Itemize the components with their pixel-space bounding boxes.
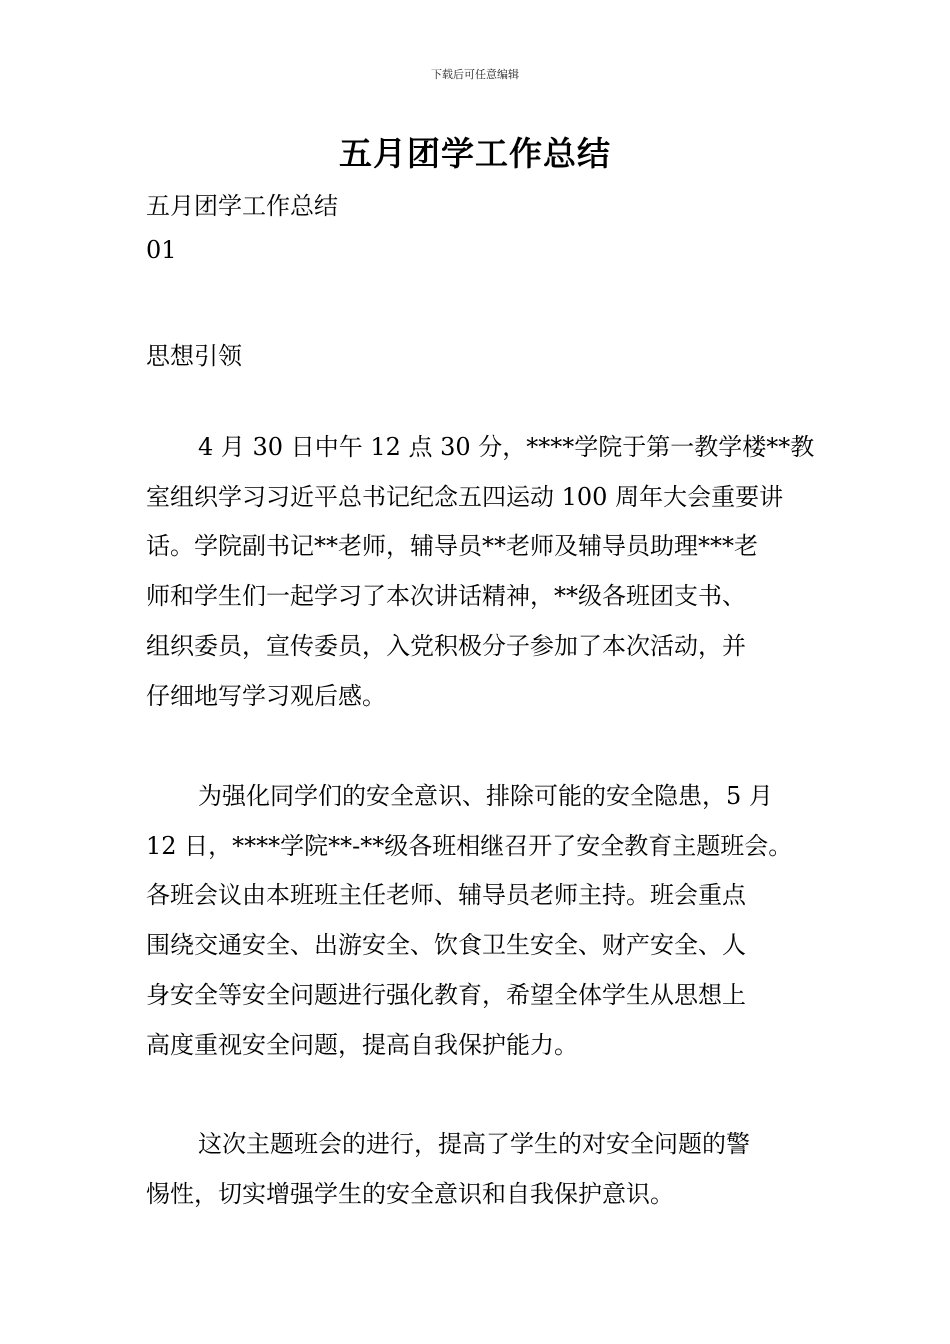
paragraph-line: 高度重视安全问题，提高自我保护能力。 [146, 1030, 578, 1059]
document-subtitle: 五月团学工作总结 [146, 192, 338, 220]
paragraph-line: 各班会议由本班班主任老师、辅导员老师主持。班会重点 [146, 881, 746, 910]
document-title: 五月团学工作总结 [339, 134, 611, 173]
paragraph-line: 身安全等安全问题进行强化教育，希望全体学生从思想上 [146, 980, 746, 1009]
paragraph-1 [146, 423, 816, 721]
section-title: 思想引领 [146, 342, 242, 370]
paragraph-line: 惕性，切实增强学生的安全意识和自我保护意识。 [146, 1179, 674, 1208]
paragraph-line: 话。学院副书记**老师，辅导员**老师及辅导员助理***老 [146, 532, 758, 561]
paragraph-line: 这次主题班会的进行，提高了学生的对安全问题的警 [198, 1130, 750, 1158]
paragraph-3 [146, 1120, 816, 1219]
paragraph-line: 4 月 30 日中午 12 点 30 分，****学院于第一教学楼**教 [198, 433, 815, 461]
paragraph-line: 围绕交通安全、出游安全、饮食卫生安全、财产安全、人 [146, 931, 746, 960]
section-number: 01 [146, 236, 177, 264]
paragraph-line: 12 日，****学院**-**级各班相继召开了安全教育主题班会。 [146, 831, 793, 860]
page-header-note: 下载后可任意编辑 [431, 68, 519, 81]
paragraph-line: 室组织学习习近平总书记纪念五四运动 100 周年大会重要讲 [146, 482, 784, 511]
paragraph-line: 为强化同学们的安全意识、排除可能的安全隐患，5 月 [198, 782, 773, 810]
paragraph-line: 师和学生们一起学习了本次讲话精神，**级各班团支书、 [146, 582, 746, 611]
paragraph-line: 组织委员，宣传委员，入党积极分子参加了本次活动，并 [146, 631, 746, 660]
paragraph-2 [146, 772, 816, 1070]
paragraph-line: 仔细地写学习观后感。 [146, 681, 386, 710]
